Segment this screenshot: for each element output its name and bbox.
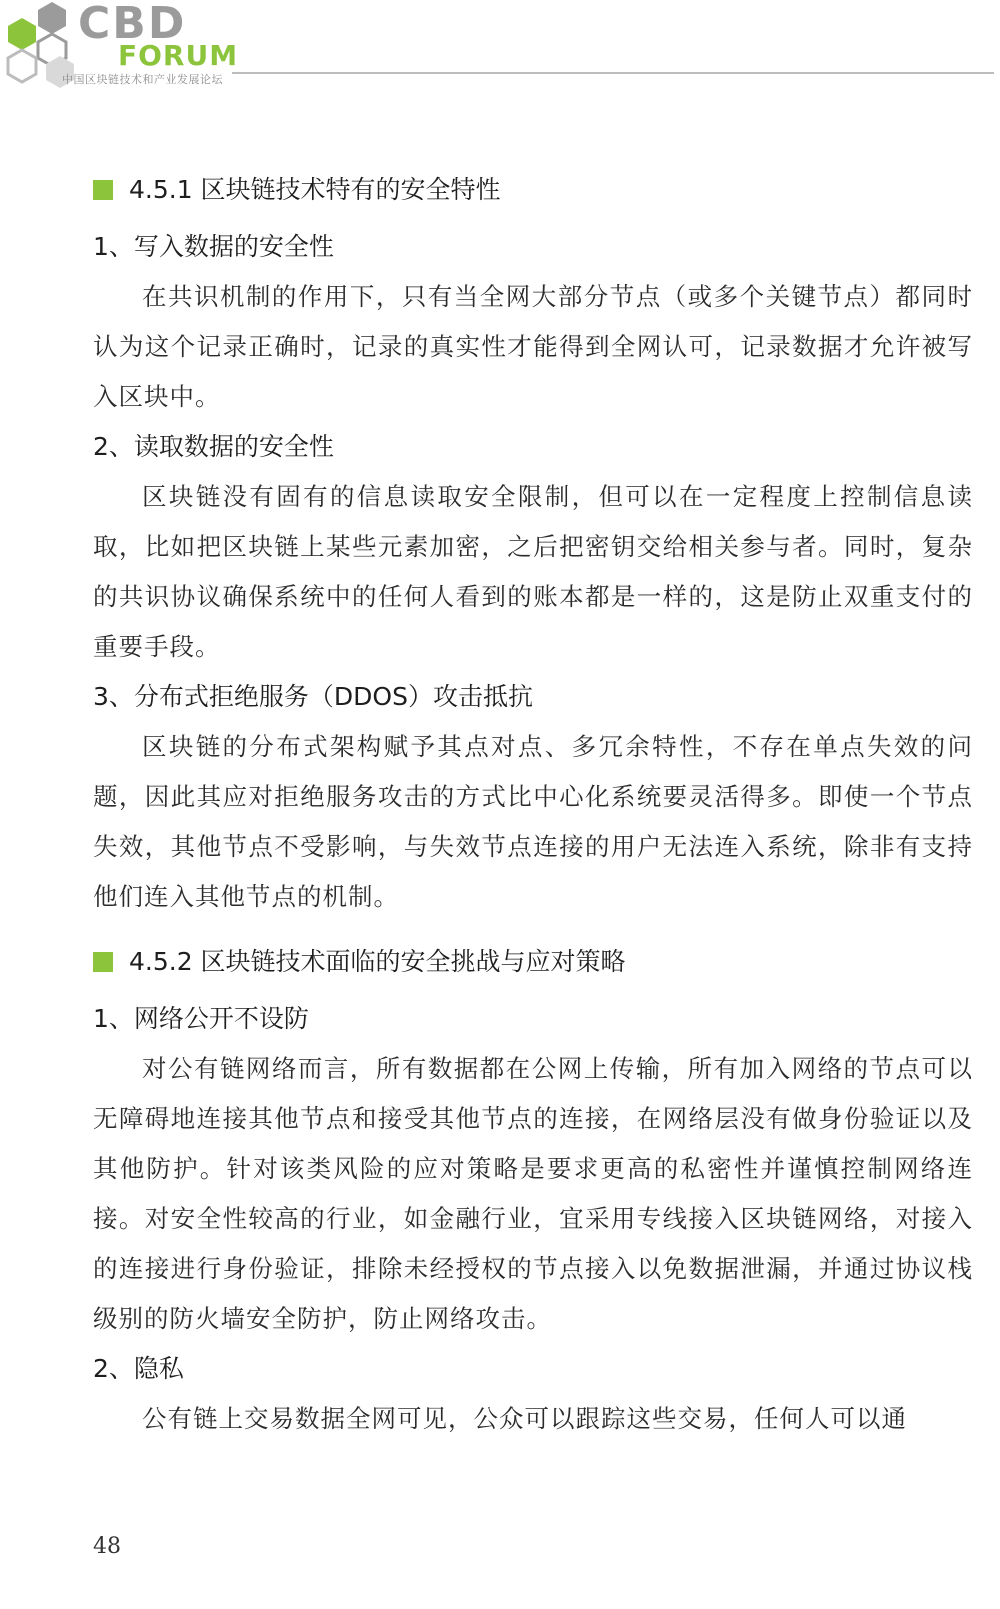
item-paragraph: 对公有链网络而言，所有数据都在公网上传输，所有加入网络的节点可以无障碍地连接其他节点和接受其他节点的连接，在网络层没有做身份验证以及其他防护。针对该类风险的应对策略是要求更高的私密性并谨慎控制网络连接。对安全性较高的行业，如金融行业，宜采用专线接入区块链网络，对接入的连接进行身份验证，排除未经授权的节点接入以免数据泄漏，并通过协议栈级别的防火墙安全防护，防止网络攻击。 [93, 1054, 973, 1333]
green-square-icon [93, 952, 113, 972]
item-paragraph: 区块链的分布式架构赋予其点对点、多冗余特性，不存在单点失效的问题，因此其应对拒绝服务攻击的方式比中心化系统要灵活得多。即使一个节点失效，其他节点不受影响，与失效节点连接的用户无法连入系统，除非有支持他们连入其他节点的机制。 [93, 732, 973, 911]
item-title: 1、写入数据的安全性 [93, 232, 334, 261]
green-square-icon [93, 180, 113, 200]
logo-forum-text: FORUM [118, 39, 239, 72]
section-title: 4.5.2 区块链技术面临的安全挑战与应对策略 [129, 947, 626, 976]
section-heading-4-5-1 [93, 172, 973, 208]
item-title: 3、分布式拒绝服务（DDOS）攻击抵抗 [93, 682, 533, 711]
logo-subtitle: 中国区块链技术和产业发展论坛 [62, 73, 223, 86]
section-title: 4.5.1 区块链技术特有的安全特性 [129, 175, 501, 204]
item-title: 1、网络公开不设防 [93, 1004, 309, 1033]
item-title: 2、隐私 [93, 1354, 184, 1383]
item-paragraph: 区块链没有固有的信息读取安全限制，但可以在一定程度上控制信息读取，比如把区块链上某些元素加密，之后把密钥交给相关参与者。同时，复杂的共识协议确保系统中的任何人看到的账本都是一样的，这是防止双重支付的重要手段。 [93, 482, 973, 661]
logo-cbd-text: CBD [78, 0, 187, 49]
item-title: 2、读取数据的安全性 [93, 432, 334, 461]
section-heading-4-5-2 [93, 944, 973, 980]
cbd-forum-logo [0, 0, 240, 95]
page-number: 48 [93, 1534, 121, 1559]
item-paragraph: 公有链上交易数据全网可见，公众可以跟踪这些交易，任何人可以通 [142, 1404, 907, 1433]
item-paragraph: 在共识机制的作用下，只有当全网大部分节点（或多个关键节点）都同时认为这个记录正确时，记录的真实性才能得到全网认可，记录数据才允许被写入区块中。 [93, 282, 973, 411]
page-content [93, 172, 973, 1444]
header-divider [232, 72, 994, 74]
